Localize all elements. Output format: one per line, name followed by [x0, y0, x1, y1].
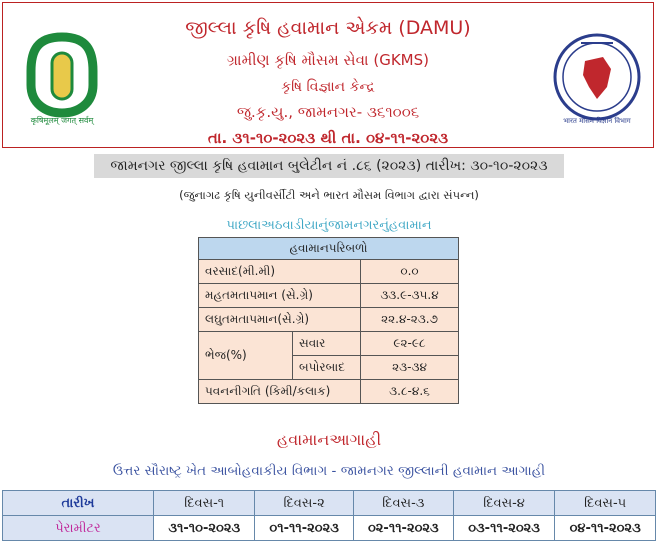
table-row [199, 260, 459, 284]
past-weather-title: પાછલાઅઠવાડીયાનુંજામનગરનુંહવામાન [226, 218, 432, 233]
jau-logo-icon [17, 31, 107, 125]
past-weather-header: હવામાનપરિબળો [199, 238, 459, 260]
table-row [199, 308, 459, 332]
row-label: લઘુતમતાપમાન(સે.ગ્રે) [199, 308, 361, 332]
header-address: જુ.કૃ.યુ., જામનગર- ૩૬૧૦૦૬ [236, 103, 420, 121]
past-weather-table [198, 237, 459, 404]
row-label: વરસાદ(મી.મી) [199, 260, 361, 284]
day-header: દિવસ-૫ [555, 491, 656, 516]
bulletin-title: જામનગર જીલ્લા કૃષિ હવામાન બુલેટીન નં .૮૬ (૨૦૨૩) તારીખ: ૩૦-૧૦-૨૦૨૩ [94, 154, 564, 178]
wind-value: ૩.૮-૪.૬ [361, 380, 459, 404]
day-header: દિવસ-૪ [453, 491, 554, 516]
row-value: ૩૩.૯-૩૫.૪ [361, 284, 459, 308]
forecast-table [2, 490, 656, 541]
humidity-morning-label: સવાર [293, 332, 361, 356]
forecast-date: ૦૨-૧૧-૨૦૨૩ [353, 516, 453, 541]
row-value: ૨૨.૪-૨૩.૭ [361, 308, 459, 332]
header-date-range: તા. ૩૧-૧૦-૨૦૨૩ થી તા. ૦૪-૧૧-૨૦૨૩ [207, 129, 449, 147]
forecast-subtitle: ઉત્તર સૌરાષ્ટ્ર ખેત આબોહવાકીય વિભાગ - જામનગર જીલ્લાની હવામાન આગાહી [112, 463, 546, 479]
imd-logo-text: भारत मौसम विज्ञान विभाग [563, 117, 631, 125]
imd-logo-icon [551, 31, 643, 127]
forecast-dates-row [3, 516, 656, 541]
forecast-date: ૦૩-૧૧-૨૦૨૩ [453, 516, 554, 541]
humidity-label: ભેજ(%) [199, 332, 293, 380]
table-row [199, 332, 459, 356]
header-title: જીલ્લા કૃષિ હવામાન એકમ (DAMU) [185, 17, 471, 39]
day-header: દિવસ-૧ [154, 491, 255, 516]
logo-motto: कृषिमूलम् जगत् सर्वम् [30, 116, 94, 125]
forecast-date: ૦૧-૧૧-૨૦૨૩ [255, 516, 353, 541]
row-value: ૦.૦ [361, 260, 459, 284]
forecast-date: ૩૧-૧૦-૨૦૨૩ [154, 516, 255, 541]
forecast-date: ૦૪-૧૧-૨૦૨૩ [555, 516, 656, 541]
header-kvk: કૃષિ વિજ્ઞાન કેન્દ્ર [281, 79, 375, 95]
forecast-days-row [3, 491, 656, 516]
header-gkms: ગ્રામીણ કૃષિ મૌસમ સેવા (GKMS) [226, 51, 429, 69]
table-row [199, 284, 459, 308]
date-label: તારીખ [3, 491, 154, 516]
bulletin-subtitle: (જુનાગઢ કૃષિ યુનીવર્સીટી અને ભારત મૌસમ વિભાગ દ્વારા સંપન્ન) [179, 188, 479, 202]
day-header: દિવસ-૩ [353, 491, 453, 516]
day-header: દિવસ-૨ [255, 491, 353, 516]
forecast-title: હવામાનઆગાહી [276, 430, 382, 449]
row-label: મહતમતાપમાન (સે.ગ્રે) [199, 284, 361, 308]
humidity-afternoon-value: ૨૩-૩૪ [361, 356, 459, 380]
humidity-morning-value: ૯૨-૯૮ [361, 332, 459, 356]
humidity-afternoon-label: બપોરબાદ [293, 356, 361, 380]
header-box [2, 2, 654, 148]
parameter-label: પેરામીટર [3, 516, 154, 541]
wind-label: પવનનીગતિ (કિમી/કલાક) [199, 380, 361, 404]
table-row [199, 380, 459, 404]
